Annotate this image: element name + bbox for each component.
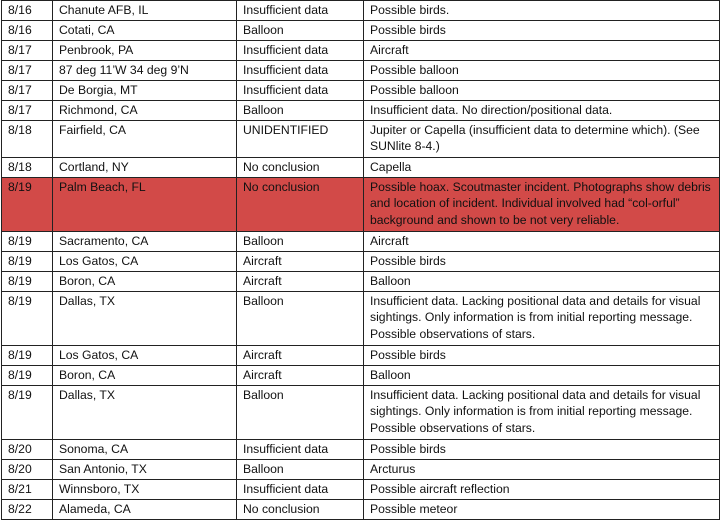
date-cell: 8/17 [2, 41, 53, 61]
date-cell: 8/19 [2, 346, 53, 366]
table-row [2, 500, 720, 520]
evaluation-cell: Balloon [237, 292, 364, 346]
comments-cell: Arcturus [364, 460, 720, 480]
evaluation-cell: Balloon [237, 232, 364, 252]
location-cell: Fairfield, CA [53, 121, 237, 158]
evaluation-cell: Insufficient data [237, 61, 364, 81]
evaluation-cell: Balloon [237, 386, 364, 440]
comments-cell: Possible aircraft reflection [364, 480, 720, 500]
location-cell: Palm Beach, FL [53, 178, 237, 232]
date-cell: 8/19 [2, 292, 53, 346]
date-cell: 8/20 [2, 440, 53, 460]
date-cell: 8/19 [2, 366, 53, 386]
comments-cell: Possible meteor [364, 500, 720, 520]
table-row [2, 440, 720, 460]
comments-cell: Possible balloon [364, 81, 720, 101]
location-cell: Sonoma, CA [53, 440, 237, 460]
comments-cell: Insufficient data. Lacking positional data and details for visual sightings. Only information is from initial reporting message. Possible observations of stars. [364, 386, 720, 440]
evaluation-cell: Insufficient data [237, 1, 364, 21]
comments-cell: Jupiter or Capella (insufficient data to determine which). (See SUNlite 8-4.) [364, 121, 720, 158]
table-row [2, 480, 720, 500]
comments-cell: Insufficient data. No direction/positional data. [364, 101, 720, 121]
location-cell: Dallas, TX [53, 386, 237, 440]
date-cell: 8/19 [2, 232, 53, 252]
evaluation-cell: Balloon [237, 460, 364, 480]
table-row [2, 460, 720, 480]
date-cell: 8/16 [2, 1, 53, 21]
location-cell: Cotati, CA [53, 21, 237, 41]
comments-cell: Possible birds [364, 346, 720, 366]
date-cell: 8/17 [2, 101, 53, 121]
date-cell: 8/20 [2, 460, 53, 480]
table-row [2, 158, 720, 178]
table-row [2, 21, 720, 41]
location-cell: De Borgia, MT [53, 81, 237, 101]
date-cell: 8/21 [2, 480, 53, 500]
evaluation-cell: No conclusion [237, 178, 364, 232]
evaluation-cell: Aircraft [237, 366, 364, 386]
table-row [2, 232, 720, 252]
table-row [2, 1, 720, 21]
table-row [2, 346, 720, 366]
evaluation-cell: UNIDENTIFIED [237, 121, 364, 158]
location-cell: Chanute AFB, IL [53, 1, 237, 21]
table-row [2, 386, 720, 440]
comments-cell: Insufficient data. Lacking positional data and details for visual sightings. Only information is from initial reporting message. Possible observations of stars. [364, 292, 720, 346]
evaluation-cell: Aircraft [237, 272, 364, 292]
location-cell: Sacramento, CA [53, 232, 237, 252]
location-cell: Boron, CA [53, 272, 237, 292]
location-cell: 87 deg 11’W 34 deg 9’N [53, 61, 237, 81]
comments-cell: Capella [364, 158, 720, 178]
location-cell: Los Gatos, CA [53, 252, 237, 272]
table-row [2, 292, 720, 346]
table-row [2, 121, 720, 158]
evaluation-cell: Insufficient data [237, 81, 364, 101]
location-cell: Los Gatos, CA [53, 346, 237, 366]
comments-cell: Aircraft [364, 41, 720, 61]
table-row [2, 101, 720, 121]
comments-cell: Balloon [364, 366, 720, 386]
comments-cell: Possible birds. [364, 1, 720, 21]
comments-cell: Balloon [364, 272, 720, 292]
date-cell: 8/17 [2, 81, 53, 101]
table-row [2, 272, 720, 292]
evaluation-cell: Aircraft [237, 346, 364, 366]
evaluation-cell: Balloon [237, 101, 364, 121]
table-row [2, 252, 720, 272]
comments-cell: Possible birds [364, 440, 720, 460]
table-row [2, 366, 720, 386]
date-cell: 8/18 [2, 121, 53, 158]
table-row-highlighted [2, 178, 720, 232]
location-cell: Dallas, TX [53, 292, 237, 346]
comments-cell: Possible balloon [364, 61, 720, 81]
comments-cell: Possible birds [364, 252, 720, 272]
location-cell: San Antonio, TX [53, 460, 237, 480]
location-cell: Penbrook, PA [53, 41, 237, 61]
evaluation-cell: Insufficient data [237, 480, 364, 500]
location-cell: Boron, CA [53, 366, 237, 386]
evaluation-cell: Balloon [237, 21, 364, 41]
location-cell: Richmond, CA [53, 101, 237, 121]
date-cell: 8/19 [2, 252, 53, 272]
date-cell: 8/19 [2, 386, 53, 440]
comments-cell: Possible hoax. Scoutmaster incident. Photographs show debris and location of incident. Individual involved had “col-orful” background and shown to be not very reliable. [364, 178, 720, 232]
table-row [2, 41, 720, 61]
date-cell: 8/16 [2, 21, 53, 41]
evaluation-cell: No conclusion [237, 500, 364, 520]
date-cell: 8/19 [2, 272, 53, 292]
evaluation-cell: Aircraft [237, 252, 364, 272]
date-cell: 8/18 [2, 158, 53, 178]
location-cell: Cortland, NY [53, 158, 237, 178]
comments-cell: Aircraft [364, 232, 720, 252]
date-cell: 8/19 [2, 178, 53, 232]
evaluation-cell: No conclusion [237, 158, 364, 178]
sightings-table [1, 0, 720, 520]
location-cell: Alameda, CA [53, 500, 237, 520]
date-cell: 8/22 [2, 500, 53, 520]
evaluation-cell: Insufficient data [237, 41, 364, 61]
table-row [2, 61, 720, 81]
comments-cell: Possible birds [364, 21, 720, 41]
evaluation-cell: Insufficient data [237, 440, 364, 460]
table-row [2, 81, 720, 101]
location-cell: Winnsboro, TX [53, 480, 237, 500]
date-cell: 8/17 [2, 61, 53, 81]
